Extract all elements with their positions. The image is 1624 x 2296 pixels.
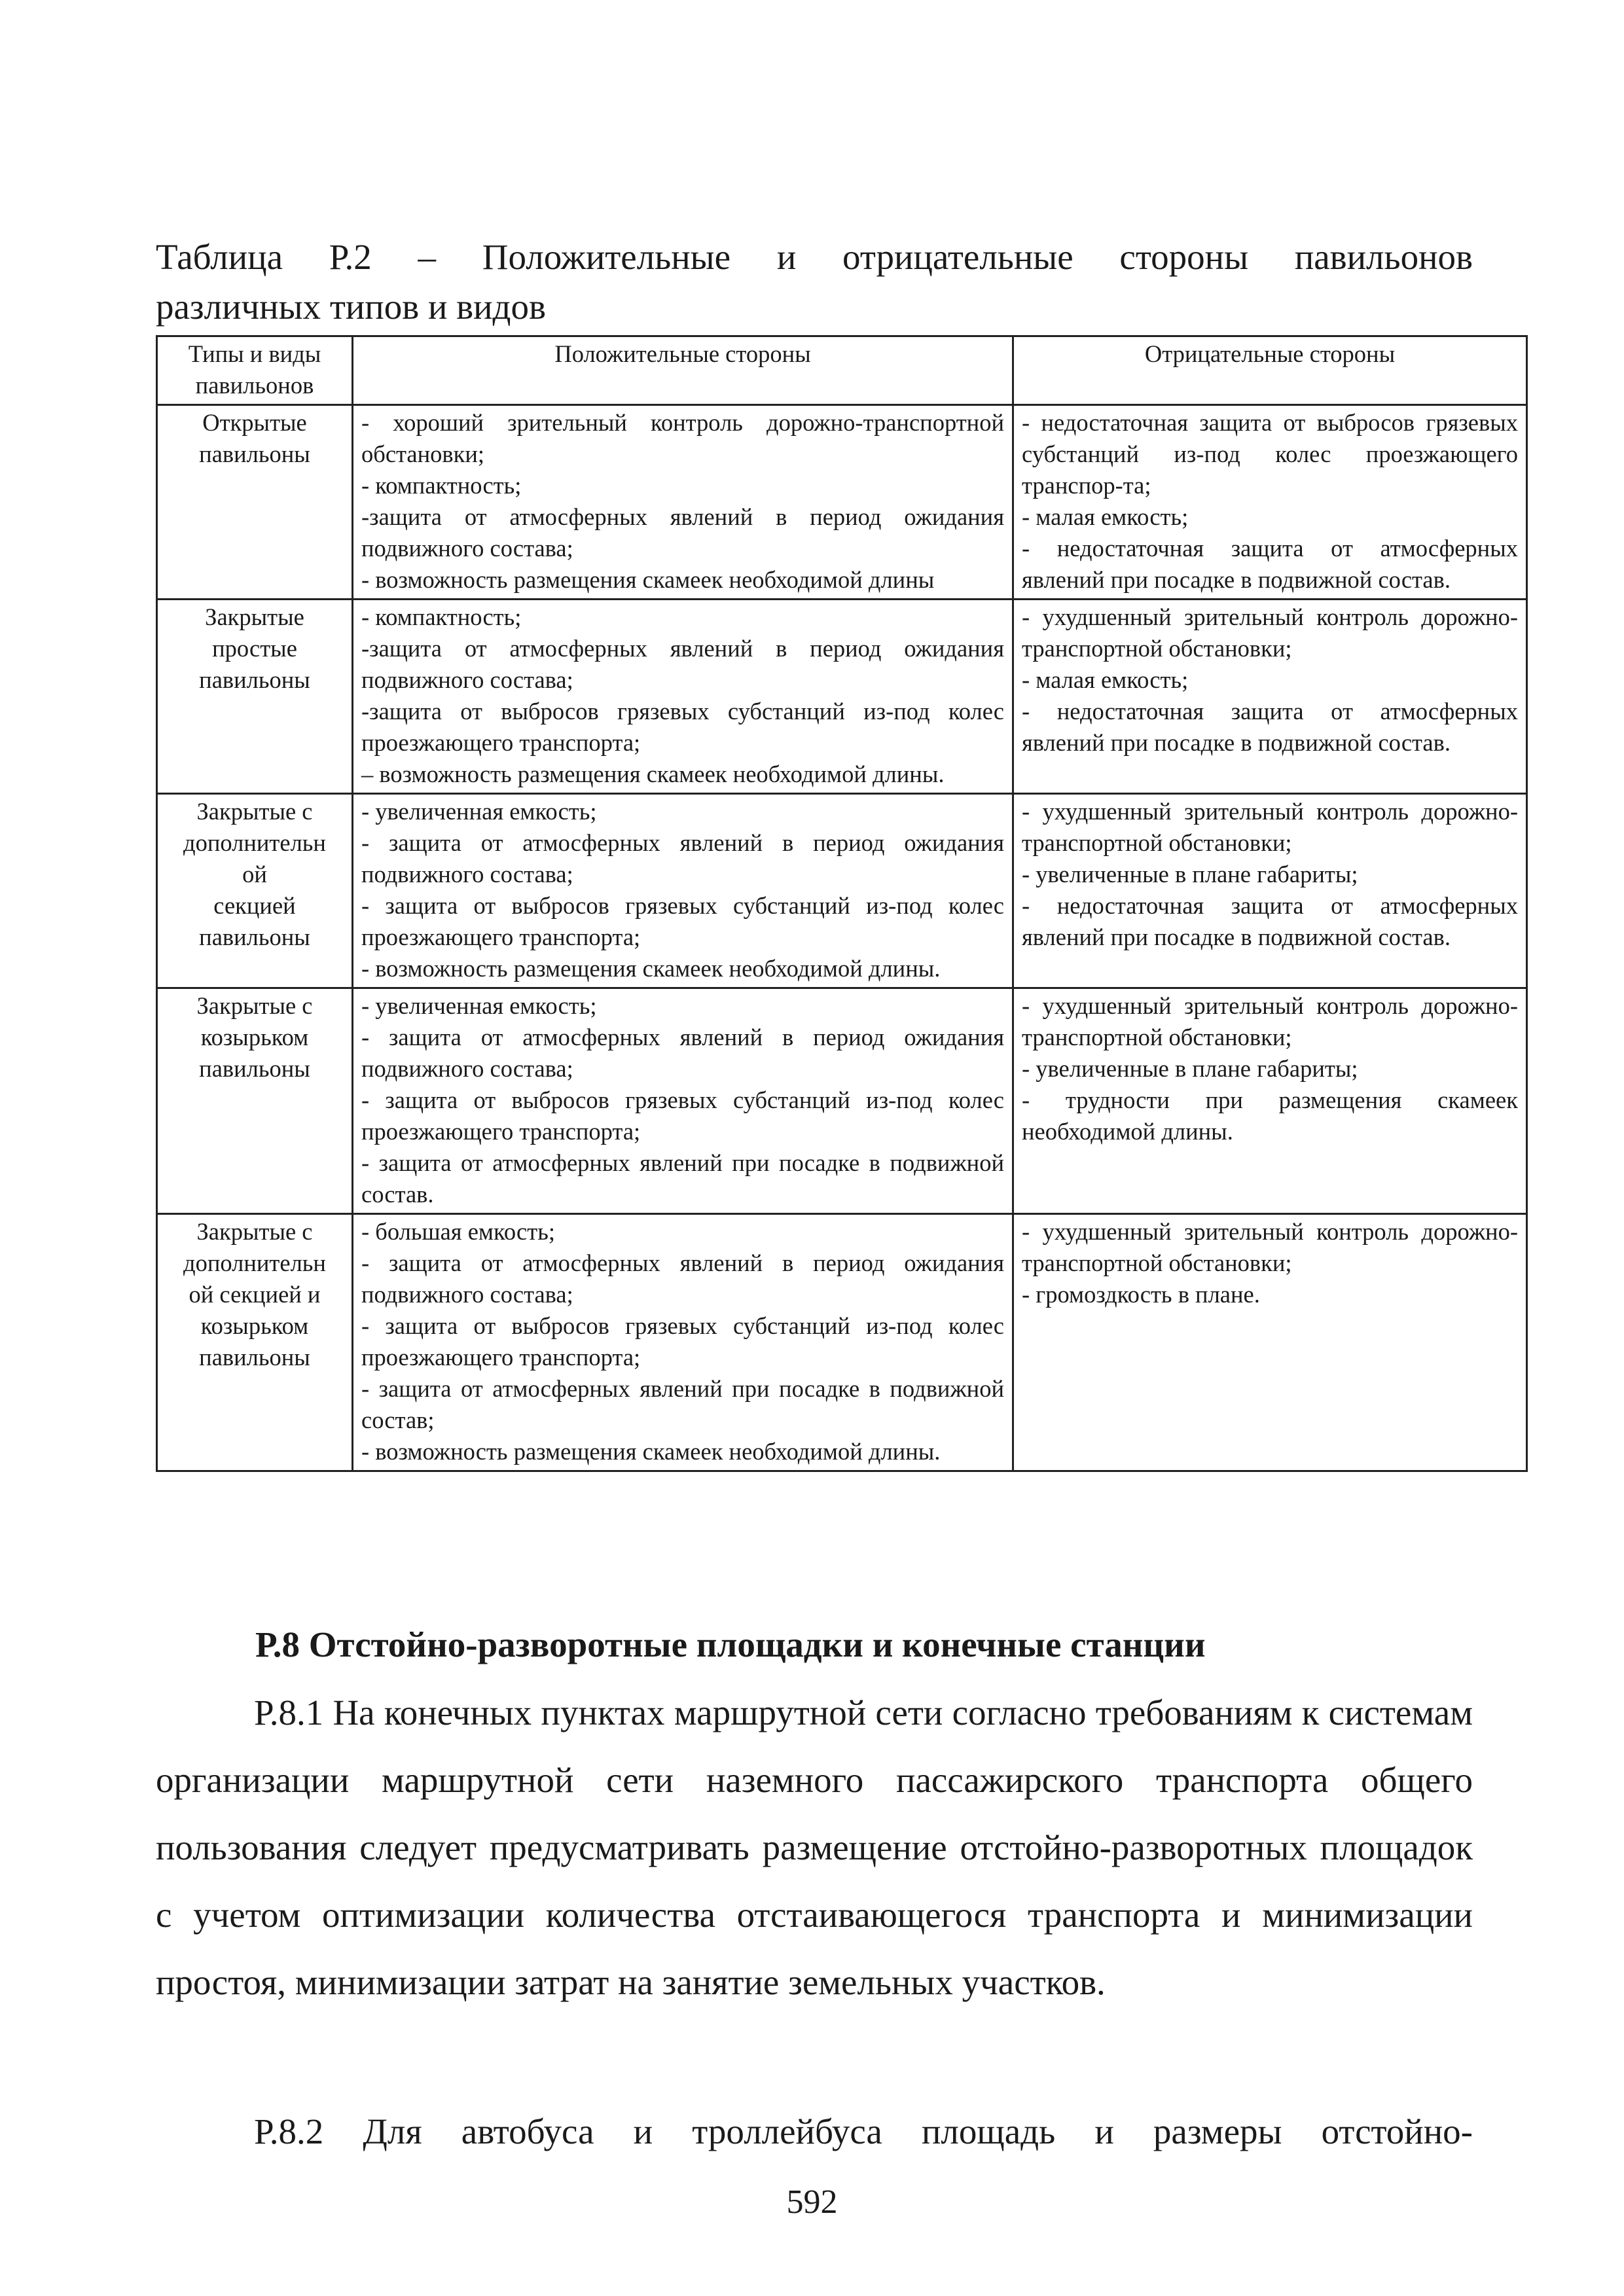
negative-item: - недостаточная защита от атмосферных явлений при посадке в подвижной состав. xyxy=(1022,535,1518,593)
positive-item: - возможность размещения скамеек необходимой длины xyxy=(361,566,935,593)
positive-cell xyxy=(353,600,1013,794)
negative-item: - малая емкость; xyxy=(1022,666,1189,693)
negative-item: - увеличенные в плане габариты; xyxy=(1022,861,1358,888)
table-caption-line-2: различных типов и видов xyxy=(156,287,546,327)
table-row xyxy=(157,1214,1527,1471)
positive-item: - компактность; xyxy=(361,603,522,630)
table-caption-line-1: Таблица Р.2 – Положительные и отрицательные стороны павильонов xyxy=(156,237,1473,277)
positive-item: - защита от атмосферных явлений при посадке в подвижной состав; xyxy=(361,1375,1004,1433)
type-line: Закрытые с xyxy=(196,798,313,825)
negative-item: - недостаточная защита от атмосферных явлений при посадке в подвижной состав. xyxy=(1022,698,1518,756)
positive-cell xyxy=(353,988,1013,1214)
type-line: павильоны xyxy=(199,440,310,467)
type-line: Закрытые xyxy=(205,603,304,630)
type-cell xyxy=(157,600,353,794)
header-type-line: Типы и виды xyxy=(188,340,321,367)
type-line: павильоны xyxy=(199,924,310,950)
negative-item: - ухудшенный зрительный контроль дорожно-транспортной обстановки; xyxy=(1022,1218,1518,1276)
paragraph-1 xyxy=(156,1679,1473,2016)
positive-item: - защита от выбросов грязевых субстанций из-под колес проезжающего транспорта; xyxy=(361,1086,1004,1145)
positive-item: - защита от выбросов грязевых субстанций из-под колес проезжающего транспорта; xyxy=(361,1312,1004,1371)
negative-item: - ухудшенный зрительный контроль дорожно-транспортной обстановки; xyxy=(1022,798,1518,856)
table-row xyxy=(157,405,1527,600)
negative-item: - недостаточная защита от атмосферных явлений при посадке в подвижной состав. xyxy=(1022,892,1518,950)
type-line: павильоны xyxy=(199,666,310,693)
header-negative: Отрицательные стороны xyxy=(1013,336,1527,405)
positive-item: -защита от выбросов грязевых субстанций из-под колес проезжающего транспорта; xyxy=(361,698,1004,756)
type-cell xyxy=(157,405,353,600)
type-cell xyxy=(157,988,353,1214)
positive-item: - увеличенная емкость; xyxy=(361,992,597,1019)
negative-cell xyxy=(1013,988,1527,1214)
negative-item: - малая емкость; xyxy=(1022,503,1189,530)
positive-item: -защита от атмосферных явлений в период ожидания подвижного состава; xyxy=(361,635,1004,693)
type-cell xyxy=(157,1214,353,1471)
table-row xyxy=(157,988,1527,1214)
paragraph-2-text: Р.8.2 Для автобуса и троллейбуса площадь и размеры отстойно- xyxy=(254,2111,1473,2151)
positive-item: - защита от выбросов грязевых субстанций из-под колес проезжающего транспорта; xyxy=(361,892,1004,950)
positive-item: -защита от атмосферных явлений в период ожидания подвижного состава; xyxy=(361,503,1004,562)
type-line: ой секцией и xyxy=(189,1281,321,1308)
positive-item: - хороший зрительный контроль дорожно-транспортной обстановки; xyxy=(361,409,1004,467)
negative-item: - трудности при размещения скамеек необходимой длины. xyxy=(1022,1086,1518,1145)
type-line: Закрытые с xyxy=(196,992,313,1019)
negative-cell xyxy=(1013,600,1527,794)
type-line: павильоны xyxy=(199,1344,310,1371)
table-caption xyxy=(156,232,1473,332)
positive-item: - возможность размещения скамеек необходимой длины. xyxy=(361,1438,941,1465)
positive-item: - защита от атмосферных явлений при посадке в подвижной состав. xyxy=(361,1149,1004,1208)
section-heading: Р.8 Отстойно-разворотные площадки и конечные станции xyxy=(255,1624,1206,1664)
positive-item: - компактность; xyxy=(361,472,522,499)
positive-cell xyxy=(353,405,1013,600)
table-row xyxy=(157,600,1527,794)
type-line: простые xyxy=(212,635,297,662)
type-line: козырьком xyxy=(200,1312,309,1339)
header-type-line: павильонов xyxy=(195,372,314,399)
pavilion-table xyxy=(156,335,1528,1472)
positive-item: – возможность размещения скамеек необходимой длины. xyxy=(361,761,945,787)
negative-cell xyxy=(1013,405,1527,600)
type-line: секцией xyxy=(213,892,296,919)
type-line: дополнительн xyxy=(183,829,326,856)
negative-item: - ухудшенный зрительный контроль дорожно-транспортной обстановки; xyxy=(1022,992,1518,1050)
positive-cell xyxy=(353,1214,1013,1471)
table-header-row xyxy=(157,336,1527,405)
negative-item: - увеличенные в плане габариты; xyxy=(1022,1055,1358,1082)
type-line: Открытые xyxy=(202,409,307,436)
negative-cell xyxy=(1013,794,1527,988)
positive-item: - защита от атмосферных явлений в период ожидания подвижного состава; xyxy=(361,1024,1004,1082)
type-line: Закрытые с xyxy=(196,1218,313,1245)
type-line: козырьком xyxy=(200,1024,309,1050)
header-positive: Положительные стороны xyxy=(353,336,1013,405)
type-cell xyxy=(157,794,353,988)
positive-cell xyxy=(353,794,1013,988)
negative-item: - ухудшенный зрительный контроль дорожно-транспортной обстановки; xyxy=(1022,603,1518,662)
negative-item: - громоздкость в плане. xyxy=(1022,1281,1260,1308)
paragraph-2 xyxy=(156,2098,1473,2165)
negative-cell xyxy=(1013,1214,1527,1471)
page-number: 592 xyxy=(786,2183,838,2221)
positive-item: - большая емкость; xyxy=(361,1218,555,1245)
type-line: дополнительн xyxy=(183,1249,326,1276)
positive-item: - увеличенная емкость; xyxy=(361,798,597,825)
paragraph-1-text: Р.8.1 На конечных пунктах маршрутной сети согласно требованиям к системам организации маршрутной сети наземного пассажирского транспорта общего пользования следует предусматривать размещение отстойно-разворотных площадок с учетом оптимизации количества отстаивающегося транспорта и минимизации простоя, минимизации затрат на занятие земельных участков. xyxy=(156,1693,1473,2002)
negative-item: - недостаточная защита от выбросов грязевых субстанций из-под колес проезжающего транспор-та; xyxy=(1022,409,1518,499)
header-type xyxy=(157,336,353,405)
positive-item: - защита от атмосферных явлений в период ожидания подвижного состава; xyxy=(361,1249,1004,1308)
type-line: ой xyxy=(242,861,267,888)
positive-item: - возможность размещения скамеек необходимой длины. xyxy=(361,955,941,982)
table-row xyxy=(157,794,1527,988)
positive-item: - защита от атмосферных явлений в период ожидания подвижного состава; xyxy=(361,829,1004,888)
type-line: павильоны xyxy=(199,1055,310,1082)
